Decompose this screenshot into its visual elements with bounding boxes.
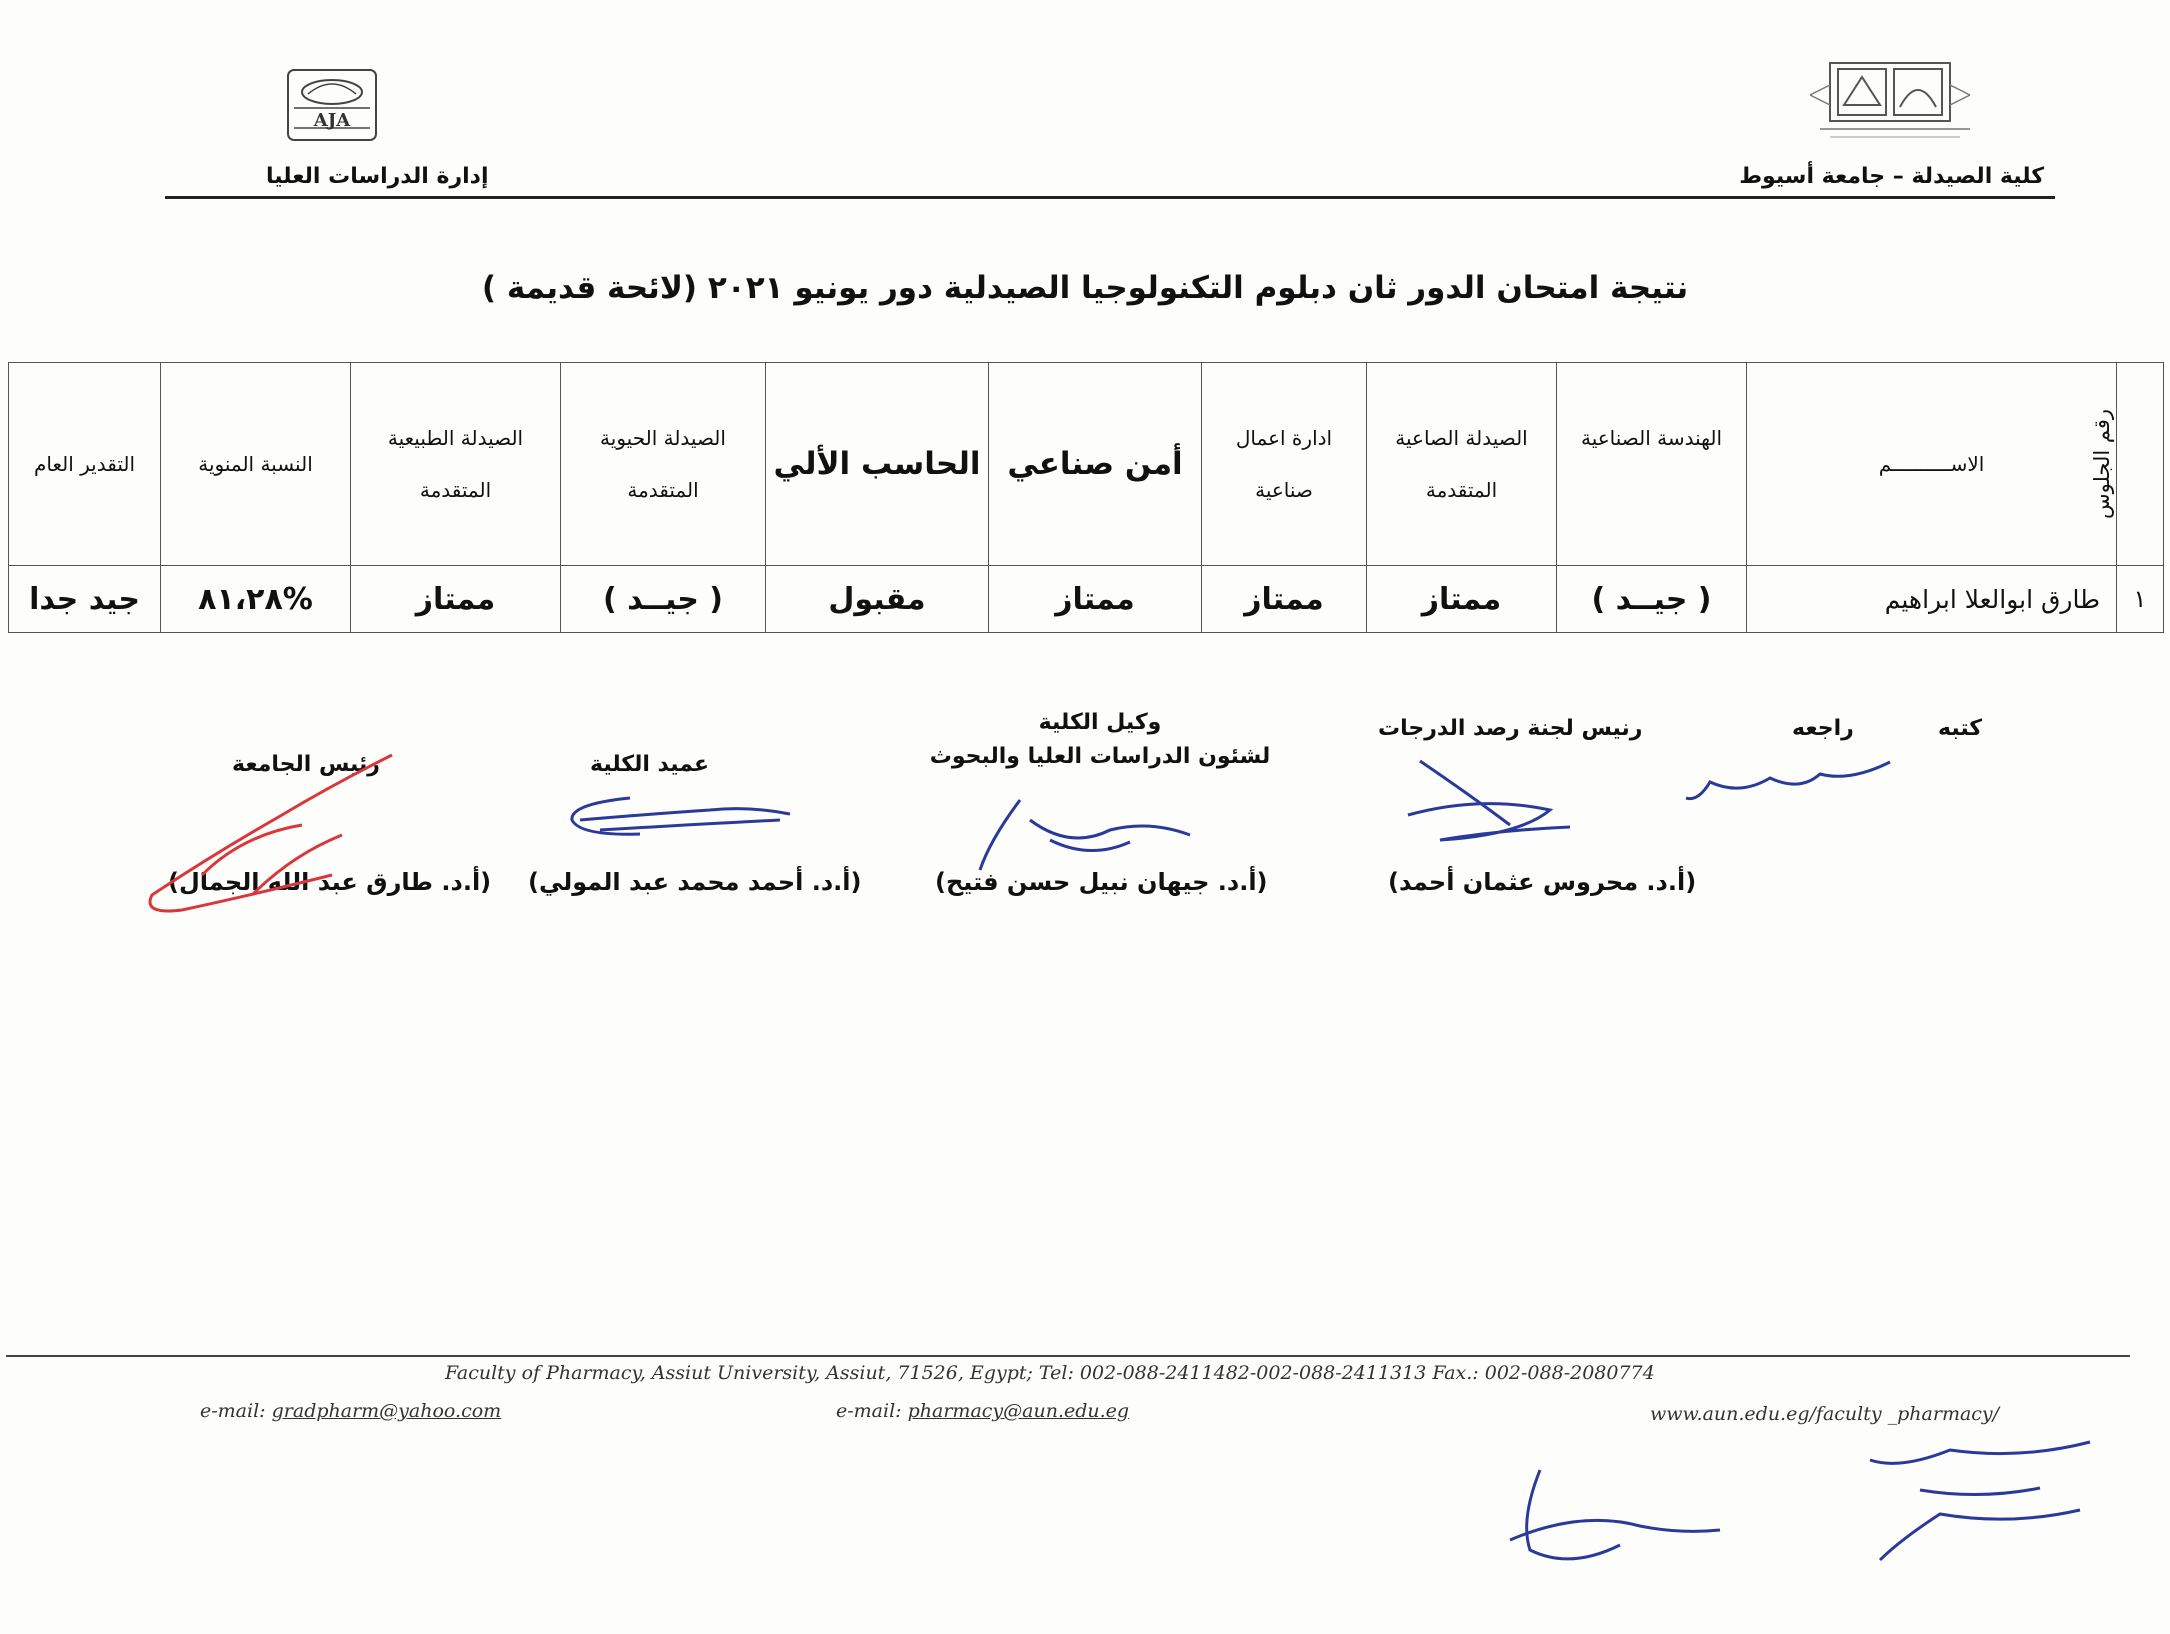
header-natural-pharmacy <box>351 363 561 566</box>
header-name: الاســــــــــم <box>1747 363 2117 566</box>
header-c2-line2: المتقدمة <box>1425 478 1498 502</box>
header-industrial-safety: أمن صناعي <box>989 363 1202 566</box>
header-computer: الحاسب الألي <box>766 363 989 566</box>
footer-email-grad-label: e-mail: <box>200 1400 266 1422</box>
header-business-admin <box>1202 363 1367 566</box>
header-c3-line1: ادارة اعمال <box>1235 426 1333 450</box>
cell-overall-grade: جيد جدا <box>9 566 161 633</box>
dean-role: عميد الكلية <box>590 752 710 777</box>
president-role: رئيس الجامعة <box>232 752 380 777</box>
cell-industrial-engineering: ( جيــد ) <box>1557 566 1747 633</box>
vice-dean-block <box>905 706 1295 774</box>
committee-role: رنيس لجنة رصد الدرجات <box>1378 716 1643 741</box>
footer-website[interactable]: www.aun.edu.eg/faculty _pharmacy/ <box>1650 1403 2000 1425</box>
table-row <box>9 566 2164 633</box>
header-c7-line2: المتقدمة <box>419 478 492 502</box>
reviewed-label: راجعه <box>1792 716 1854 741</box>
footer-divider <box>6 1355 2130 1357</box>
footer-signature-right <box>1860 1430 2100 1580</box>
header-seat <box>2089 363 2164 566</box>
cell-industrial-safety: ممتاز <box>989 566 1202 633</box>
header-seat-label: رقم الجلوس <box>2089 408 2114 520</box>
cell-industrial-pharmacy: ممتاز <box>1367 566 1557 633</box>
header-c3-line2: صناعية <box>1255 478 1313 502</box>
header-industrial-pharmacy <box>1367 363 1557 566</box>
cell-name: طارق ابوالعلا ابراهيم <box>1747 566 2117 633</box>
wrote-label: كتبه <box>1938 716 1983 741</box>
aja-logo <box>286 68 378 142</box>
footer-email-pharmacy <box>836 1400 1129 1422</box>
header-c1-line1: الهندسة الصناعية <box>1580 426 1723 450</box>
cell-business-admin: ممتاز <box>1202 566 1367 633</box>
cell-computer: مقبول <box>766 566 989 633</box>
document-title: نتيجة امتحان الدور ثان دبلوم التكنولوجيا الصيدلية دور يونيو ٢٠٢١ (لائحة قديمة ) <box>481 270 1689 306</box>
university-logo <box>1800 55 1990 143</box>
faculty-name: كلية الصيدلة – جامعة أسيوط <box>1739 164 2044 189</box>
footer-email-pharmacy-link[interactable]: pharmacy@aun.edu.eg <box>907 1400 1130 1422</box>
vice-dean-signature <box>960 790 1220 880</box>
aja-logo-text: AJA <box>313 110 351 131</box>
footer-address: Faculty of Pharmacy, Assiut University, Assiut, 71526, Egypt; Tel: 002-088-2411482-002-088-2411313 Fax.: 002-088-2080774 <box>445 1362 1655 1384</box>
dean-name: (أ.د. أحمد محمد عبد المولي) <box>528 868 862 896</box>
president-stamp-signature <box>132 745 402 925</box>
header-c6-line1: الصيدلة الحيوية <box>600 426 726 450</box>
department-name: إدارة الدراسات العليا <box>266 164 489 189</box>
dean-signature <box>560 790 800 850</box>
footer-email-grad <box>200 1400 501 1422</box>
cell-percentage: ٨١،٢٨% <box>161 566 351 633</box>
reviewer-signature <box>1680 752 1900 812</box>
president-name: (أ.د. طارق عبد الله الجمال) <box>168 868 492 896</box>
vice-role-line1: وكيل الكلية <box>1038 710 1162 735</box>
footer-signature-left <box>1500 1460 1730 1570</box>
header-row <box>9 363 2164 566</box>
header-c6-line2: المتقدمة <box>627 478 699 502</box>
header-overall-grade: التقدير العام <box>9 363 161 566</box>
committee-name: (أ.د. محروس عثمان أحمد) <box>1388 868 1697 896</box>
header-c7-line1: الصيدلة الطبيعية <box>387 426 524 450</box>
vice-name: (أ.د. جيهان نبيل حسن فتيح) <box>935 868 1268 896</box>
header-divider <box>165 196 2055 199</box>
footer-email-grad-link[interactable]: gradpharm@yahoo.com <box>271 1400 502 1422</box>
cell-biopharmacy: ( جيــد ) <box>561 566 766 633</box>
header-c2-line1: الصيدلة الصاعية <box>1395 426 1528 450</box>
vice-role-line2: لشئون الدراسات العليا والبحوث <box>929 744 1271 769</box>
header-biopharmacy <box>561 363 766 566</box>
footer-email-pharmacy-label: e-mail: <box>836 1400 902 1422</box>
results-table <box>8 362 2164 633</box>
cell-seat: ١ <box>2117 566 2164 633</box>
header-industrial-engineering <box>1557 363 1747 566</box>
header-percentage: النسبة المنوية <box>161 363 351 566</box>
committee-signature <box>1400 755 1590 850</box>
cell-natural-pharmacy: ممتاز <box>351 566 561 633</box>
